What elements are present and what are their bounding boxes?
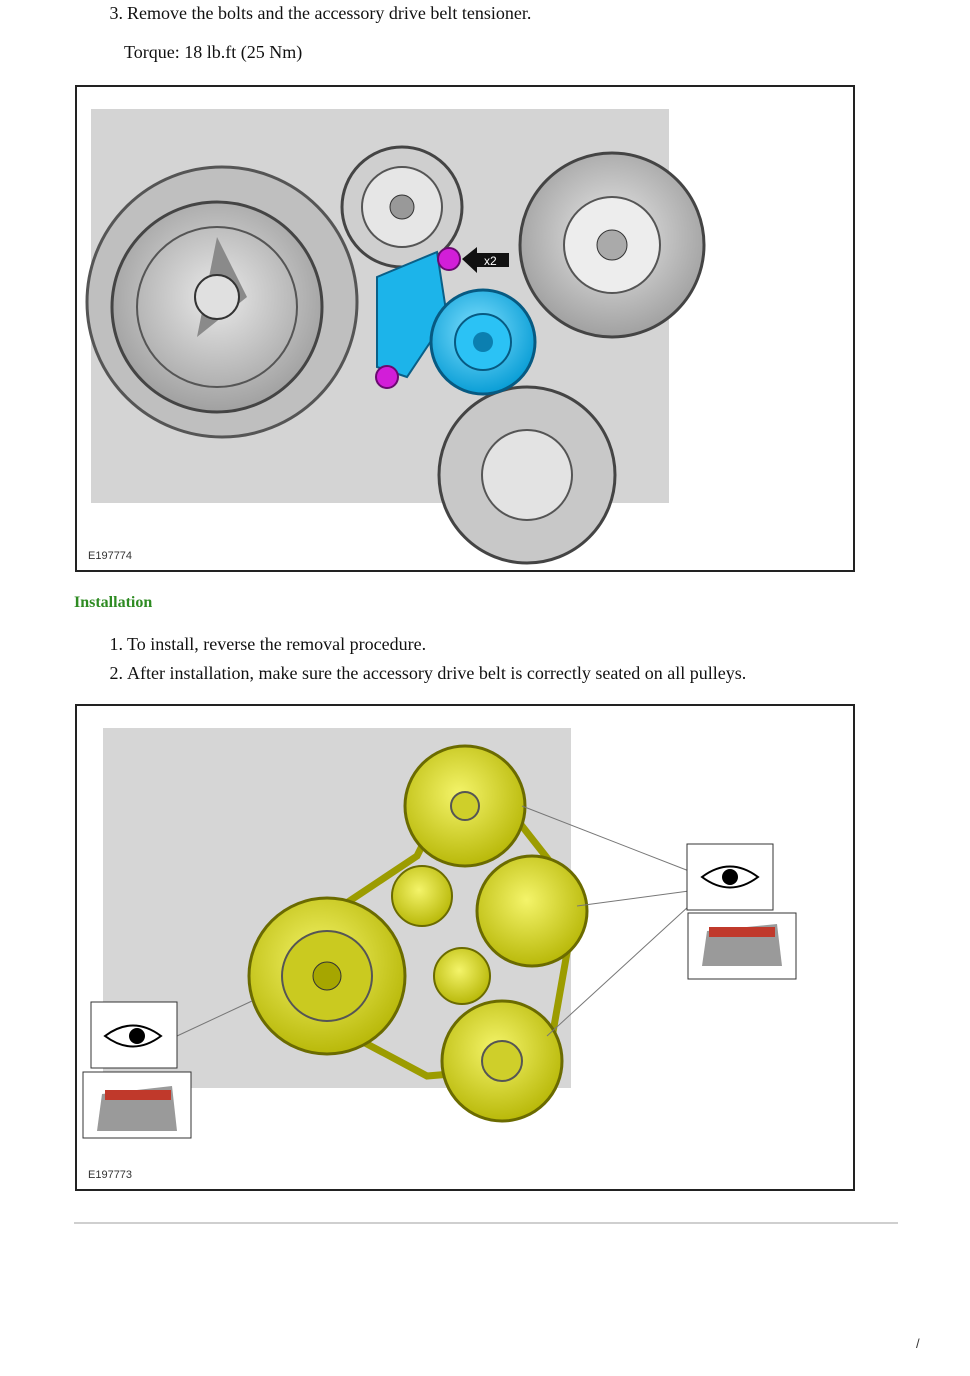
step-number: 2. — [109, 663, 123, 683]
tensioner-removal-figure — [75, 85, 855, 572]
install-step-1 — [97, 633, 426, 655]
bolt-count-callout: x2 — [484, 254, 497, 268]
belt-routing-figure — [75, 704, 855, 1191]
page-divider — [74, 1222, 898, 1224]
belt-routing-illustration — [77, 706, 853, 1189]
step-text: Remove the bolts and the accessory drive belt tensioner. — [127, 3, 532, 23]
figure-id: E197773 — [88, 1169, 133, 1181]
engine-tensioner-illustration — [77, 87, 853, 570]
step-number: 3. — [109, 3, 123, 23]
removal-step-3 — [97, 2, 531, 24]
figure-id: E197774 — [88, 550, 133, 562]
installation-heading: Installation — [74, 594, 153, 611]
install-step-2 — [97, 662, 746, 684]
step-text: To install, reverse the removal procedure. — [127, 634, 427, 654]
step-number: 1. — [109, 634, 123, 654]
page-mark: / — [916, 1336, 920, 1351]
torque-spec: Torque: 18 lb.ft (25 Nm) — [124, 42, 303, 62]
step-text: After installation, make sure the accessory drive belt is correctly seated on all pulleys. — [127, 663, 747, 683]
